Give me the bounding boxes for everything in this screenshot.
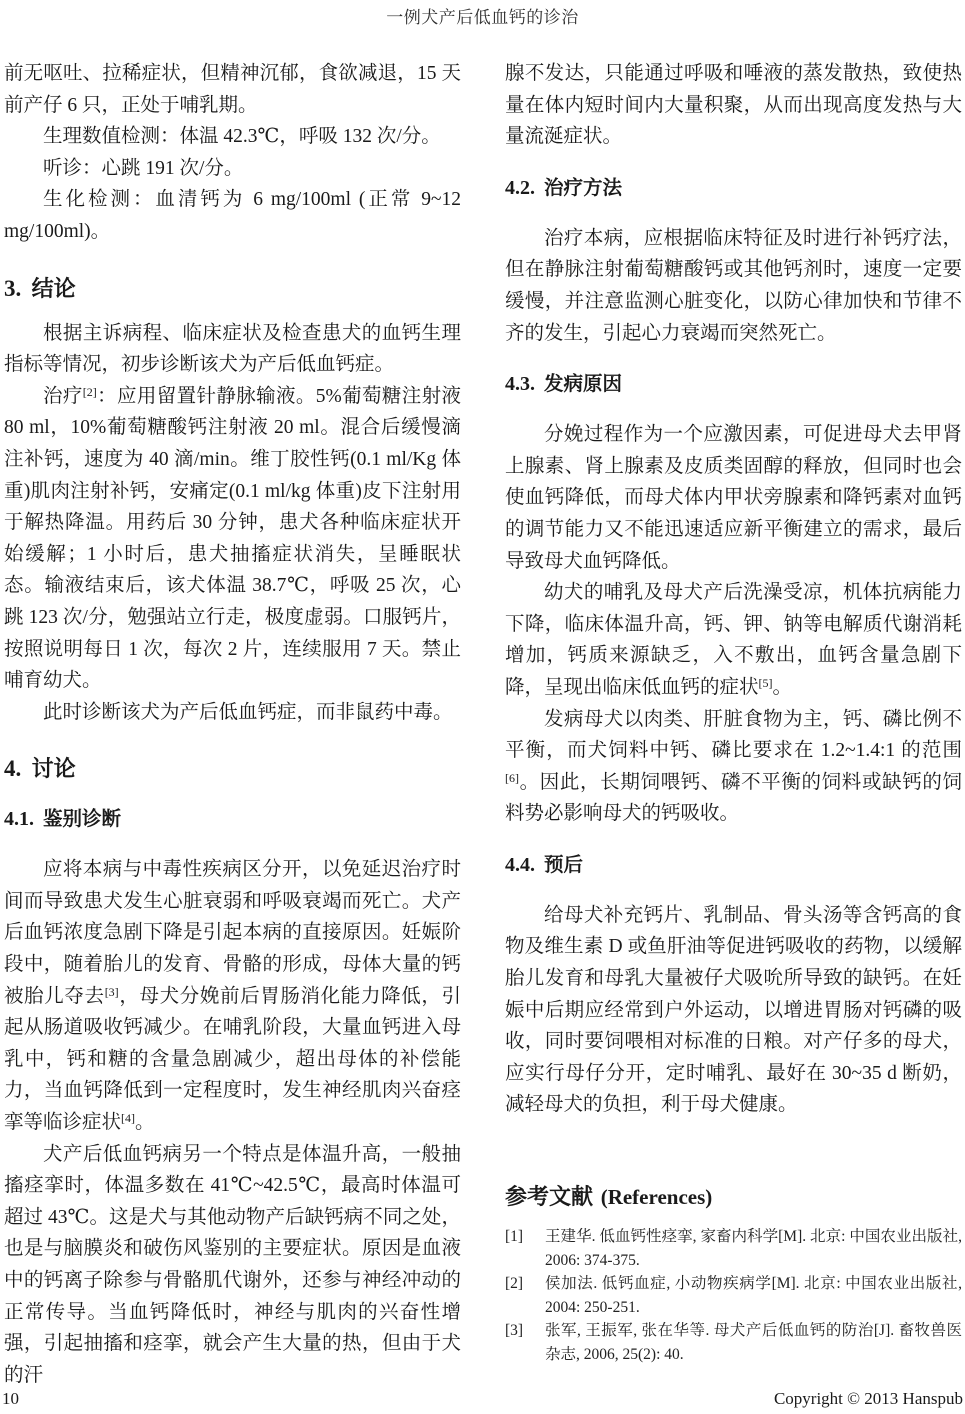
subsection-heading [505, 850, 962, 880]
heading-number: 4. [4, 756, 22, 782]
running-head-title: 一例犬产后低血钙的诊治 [386, 8, 579, 27]
reference-text: 张军, 王振军, 张在华等. 母犬产后低血钙的防治[J]. 畜牧兽医杂志, 2006, 25(2): 40. [545, 1322, 962, 1363]
paragraph: 前无呕吐、拉稀症状，但精神沉郁，食欲减退，15 天前产仔 6 只，正处于哺乳期。 [4, 63, 461, 116]
section-heading [4, 754, 461, 784]
paragraph: 幼犬的哺乳及母犬产后洗澡受凉，机体抗病能力下降，临床体温升高，钙、钾、钠等电解质代谢消耗增加，钙质来源缺乏，入不敷出，血钙含量急剧下降，呈现出临床低血钙的症状[5]。 [505, 582, 962, 698]
subsection-heading [505, 369, 962, 399]
reference-number: [1] [505, 1228, 524, 1246]
references-heading-en: (References) [600, 1185, 713, 1210]
paragraph: 治疗[2]：应用留置针静脉输液。5%葡萄糖注射液 80 ml，10%葡萄糖酸钙注射液 20 ml。混合后缓慢滴注补钙，速度为 40 滴/min。维丁胶性钙(0.1 ml/Kg 体重)肌肉注射补钙，安痛定(0.1 ml/kg 体重)皮下注射用于解热降温。用药后 30 分钟，患犬各种临床症状开始缓解；1 小时后，患犬抽搐症状消失，呈睡眠状态。输液结束后，该犬体温 38.7℃，呼吸 25 次，心跳 123 次/分，勉强站立行走，极度虚弱。口服钙片，按照说明每日 1 次，每次 2 片，连续服用 7 天。禁止哺育幼犬。 [4, 384, 461, 692]
subsection-heading [505, 173, 962, 203]
heading-number: 4.3. [505, 373, 535, 396]
citation-superscript: [4] [121, 1111, 136, 1126]
heading-label: 预后 [544, 853, 584, 876]
section-heading [4, 274, 461, 304]
paragraph: 听诊：心跳 191 次/分。 [43, 157, 244, 179]
citation-superscript: [3] [104, 984, 119, 999]
paragraph: 发病母犬以肉类、肝脏食物为主，钙、磷比例不平衡，而犬饲料中钙、磷比要求在 1.2~1.4:1 的范围[6]。因此，长期饲喂钙、磷不平衡的饲料或缺钙的饲料势必影响母犬的钙吸收。 [505, 708, 962, 825]
reference-text: 王建华. 低血钙性痉挛, 家畜内科学[M]. 北京: 中国农业出版社, 2006: 374-375. [545, 1228, 962, 1269]
references-heading [505, 1181, 962, 1213]
subsection-heading [4, 804, 461, 834]
heading-label: 鉴别诊断 [43, 808, 122, 831]
paragraph: 此时诊断该犬为产后低血钙症，而非鼠药中毒。 [43, 701, 453, 723]
heading-number: 3. [4, 275, 22, 301]
paragraph: 生化检测：血清钙为 6 mg/100ml (正常 9~12 mg/100ml)。 [4, 189, 461, 242]
reference-text: 侯加法. 低钙血症, 小动物疾病学[M]. 北京: 中国农业出版社, 2004: 250-251. [545, 1275, 962, 1316]
right-column [505, 58, 962, 1366]
heading-number: 4.4. [505, 853, 535, 876]
paragraph: 治疗本病，应根据临床特征及时进行补钙疗法，但在静脉注射葡萄糖酸钙或其他钙剂时，速度一定要缓慢，并注意监测心脏变化，以防心律加快和节律不齐的发生，引起心力衰竭而突然死亡。 [505, 227, 962, 344]
heading-number: 4.2. [505, 176, 535, 199]
heading-number: 4.1. [4, 808, 34, 831]
reference-number: [2] [505, 1275, 524, 1293]
reference-number: [3] [505, 1322, 524, 1340]
reference-item [505, 1225, 962, 1272]
paragraph: 应将本病与中毒性疾病区分开，以免延迟治疗时间而导致患犬发生心脏衰弱和呼吸衰竭而死亡。犬产后血钙浓度急剧下降是引起本病的直接原因。妊娠阶段中，随着胎儿的发育、骨骼的形成，母体大量的钙被胎儿夺去[3]，母犬分娩前后胃肠消化能力降低，引起从肠道吸收钙减少。在哺乳阶段，大量血钙进入母乳中，钙和糖的含量急剧减少，超出母体的补偿能力，当血钙降低到一定程度时，发生神经肌肉兴奋痉挛等临诊症状[4]。 [4, 859, 461, 1134]
reference-item [505, 1272, 962, 1319]
heading-label: 讨论 [31, 756, 76, 782]
paragraph: 腺不发达，只能通过呼吸和唾液的蒸发散热，致使热量在体内短时间内大量积聚，从而出现高度发热与大量流涎症状。 [505, 63, 962, 148]
citation-superscript: [2] [82, 384, 97, 399]
paragraph: 分娩过程作为一个应激因素，可促进母犬去甲肾上腺素、肾上腺素及皮质类固醇的释放，但同时也会使血钙降低，而母犬体内甲状旁腺素和降钙素对血钙的调节能力又不能迅速适应新平衡建立的需求，最后导致母犬血钙降低。 [505, 424, 962, 572]
paragraph: 给母犬补充钙片、乳制品、骨头汤等含钙高的食物及维生素 D 或鱼肝油等促进钙吸收的药物，以缓解胎儿发育和母乳大量被仔犬吸吮所导致的缺钙。在妊娠中后期应经常到户外运动，以增进胃肠对钙磷的吸收，同时要饲喂相对标准的日粮。对产仔多的母犬，应实行母仔分开，定时哺乳、最好在 30~35 d 断奶，减轻母犬的负担，利于母犬健康。 [505, 904, 962, 1116]
heading-label: 治疗方法 [544, 176, 623, 199]
reference-item [505, 1319, 962, 1366]
references-heading-zh: 参考文献 [505, 1184, 594, 1210]
copyright-notice: Copyright © 2013 Hanspub [773, 1389, 963, 1408]
left-column [4, 58, 461, 1391]
citation-superscript: [5] [758, 675, 773, 690]
citation-superscript: [6] [505, 770, 519, 785]
heading-label: 结论 [31, 275, 76, 301]
paragraph: 犬产后低血钙病另一个特点是体温升高，一般抽搐痉挛时，体温多数在 41℃~42.5℃，最高时体温可超过 43℃。这是犬与其他动物产后缺钙病不同之处，也是与脑膜炎和破伤风鉴别的主要症状。原因是血液中的钙离子除参与骨骼肌代谢外，还参与神经冲动的正常传导。当血钙降低时，神经与肌肉的兴奋性增强，引起抽搐和痉挛，就会产生大量的热，但由于犬的汗 [4, 1143, 461, 1386]
paragraph: 生理数值检测：体温 42.3℃，呼吸 132 次/分。 [43, 126, 441, 148]
page-number: 10 [2, 1389, 19, 1408]
page-footer [2, 1389, 963, 1409]
heading-label: 发病原因 [544, 373, 623, 396]
paragraph: 根据主诉病程、临床症状及检查患犬的血钙生理指标等情况，初步诊断该犬为产后低血钙症。 [4, 322, 461, 376]
